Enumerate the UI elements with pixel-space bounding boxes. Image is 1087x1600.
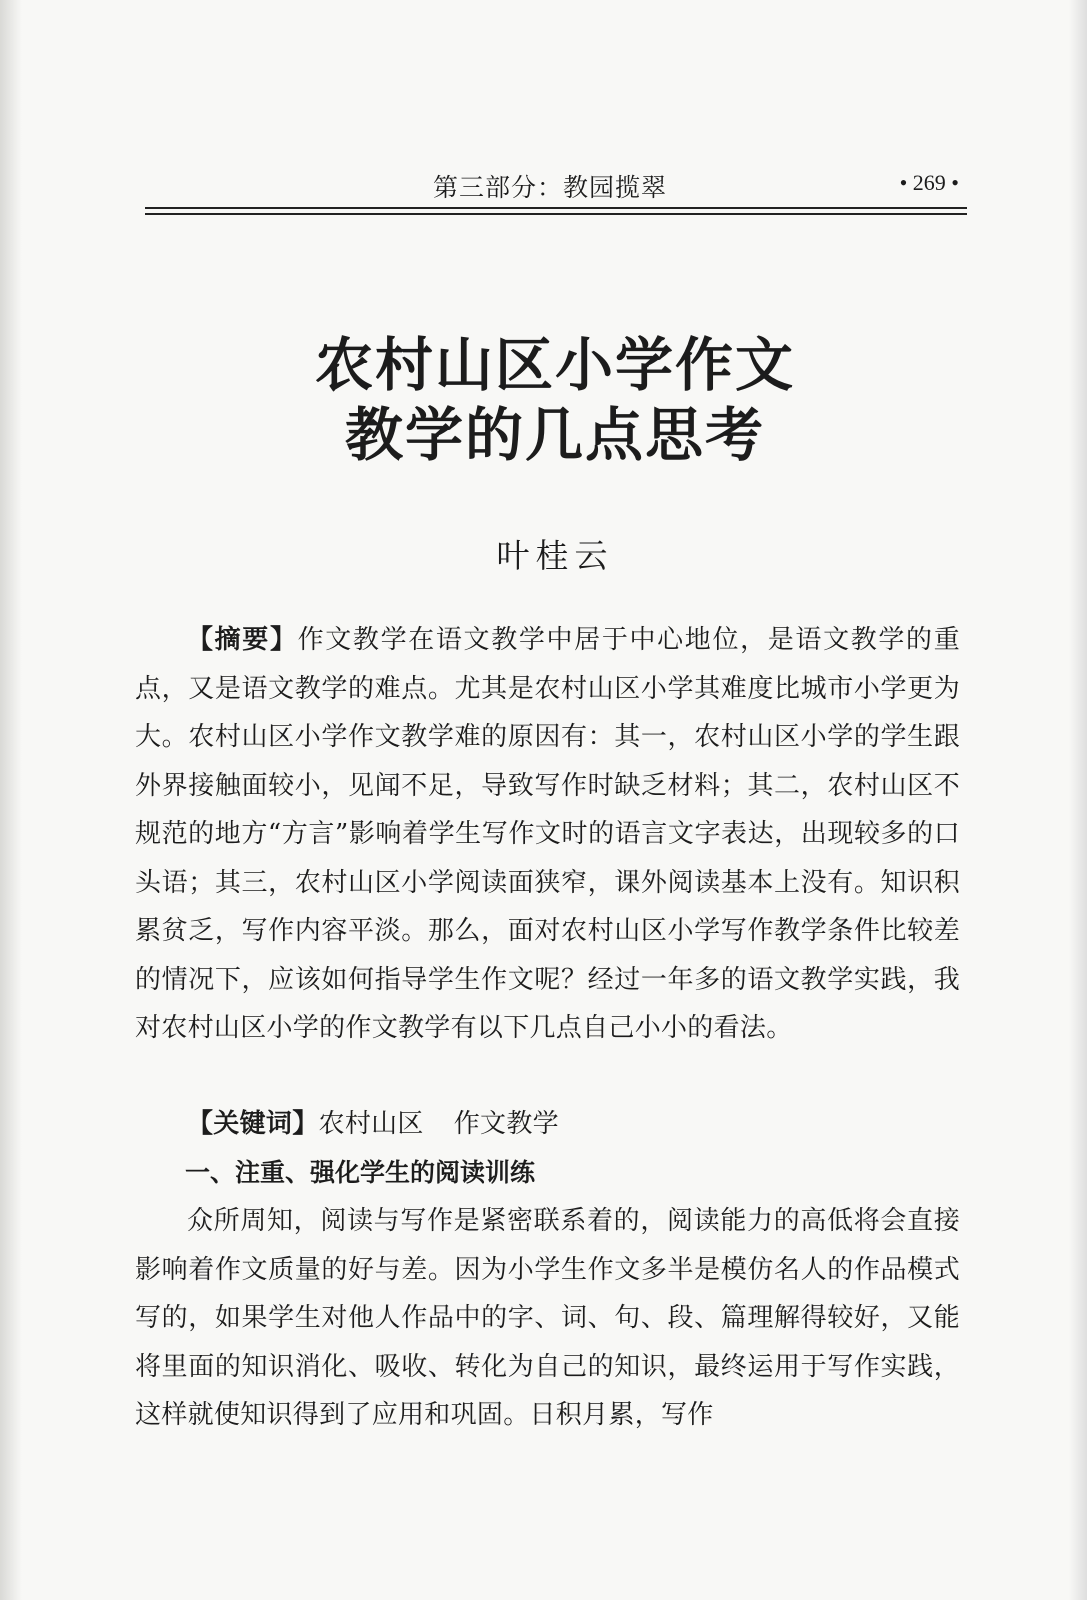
scan-shadow-left — [0, 0, 22, 1600]
header-rule-thin — [145, 207, 967, 209]
header-rule-thick — [145, 213, 967, 215]
section-name: 第三部分：教园揽翠 — [433, 173, 668, 202]
abstract-text: 作文教学在语文教学中居于中心地位，是语文教学的重点，又是语文教学的难点。尤其是农村山区小学其难度比城市小学更为大。农村山区小学作文教学难的原因有：其一，农村山区小学的学生跟外界接触面较小，见闻不足，导致写作时缺乏材料；其二，农村山区不规范的地方“方言”影响着学生写作文时的语言文字表达，出现较多的口头语；其三，农村山区小学阅读面狭窄，课外阅读基本上没有。知识积累贫乏，写作内容平淡。那么，面对农村山区小学写作教学条件比较差的情况下，应该如何指导学生作文呢？经过一年多的语文教学实践，我对农村山区小学的作文教学有以下几点自己小小的看法。 — [135, 625, 960, 1043]
page-number: • 269 • — [899, 170, 959, 195]
keyword-1: 农村山区 — [318, 1109, 424, 1139]
keyword-2: 作文教学 — [453, 1109, 559, 1139]
title-line-1: 农村山区小学作文 — [314, 331, 795, 399]
author-name: 叶桂云 — [496, 536, 614, 575]
keywords-label: 【关键词】 — [187, 1109, 319, 1139]
title-line-2: 教学的几点思考 — [344, 401, 765, 469]
keywords-line — [135, 1100, 960, 1149]
abstract-label: 【摘要】 — [187, 625, 298, 655]
scan-shadow-right — [1069, 0, 1087, 1600]
article-title — [150, 330, 960, 470]
abstract-paragraph — [135, 616, 960, 1053]
running-head — [145, 160, 965, 204]
section-1-paragraph: 众所周知，阅读与写作是紧密联系着的，阅读能力的高低将会直接影响着作文质量的好与差。因为小学生作文多半是模仿名人的作品模式写的，如果学生对他人作品中的字、词、句、段、篇理解得较好，又能将里面的知识消化、吸收、转化为自己的知识，最终运用于写作实践，这样就使知识得到了应用和巩固。日积月累，写作 — [135, 1206, 960, 1430]
section-1-heading: 一、注重、强化学生的阅读训练 — [185, 1158, 536, 1187]
